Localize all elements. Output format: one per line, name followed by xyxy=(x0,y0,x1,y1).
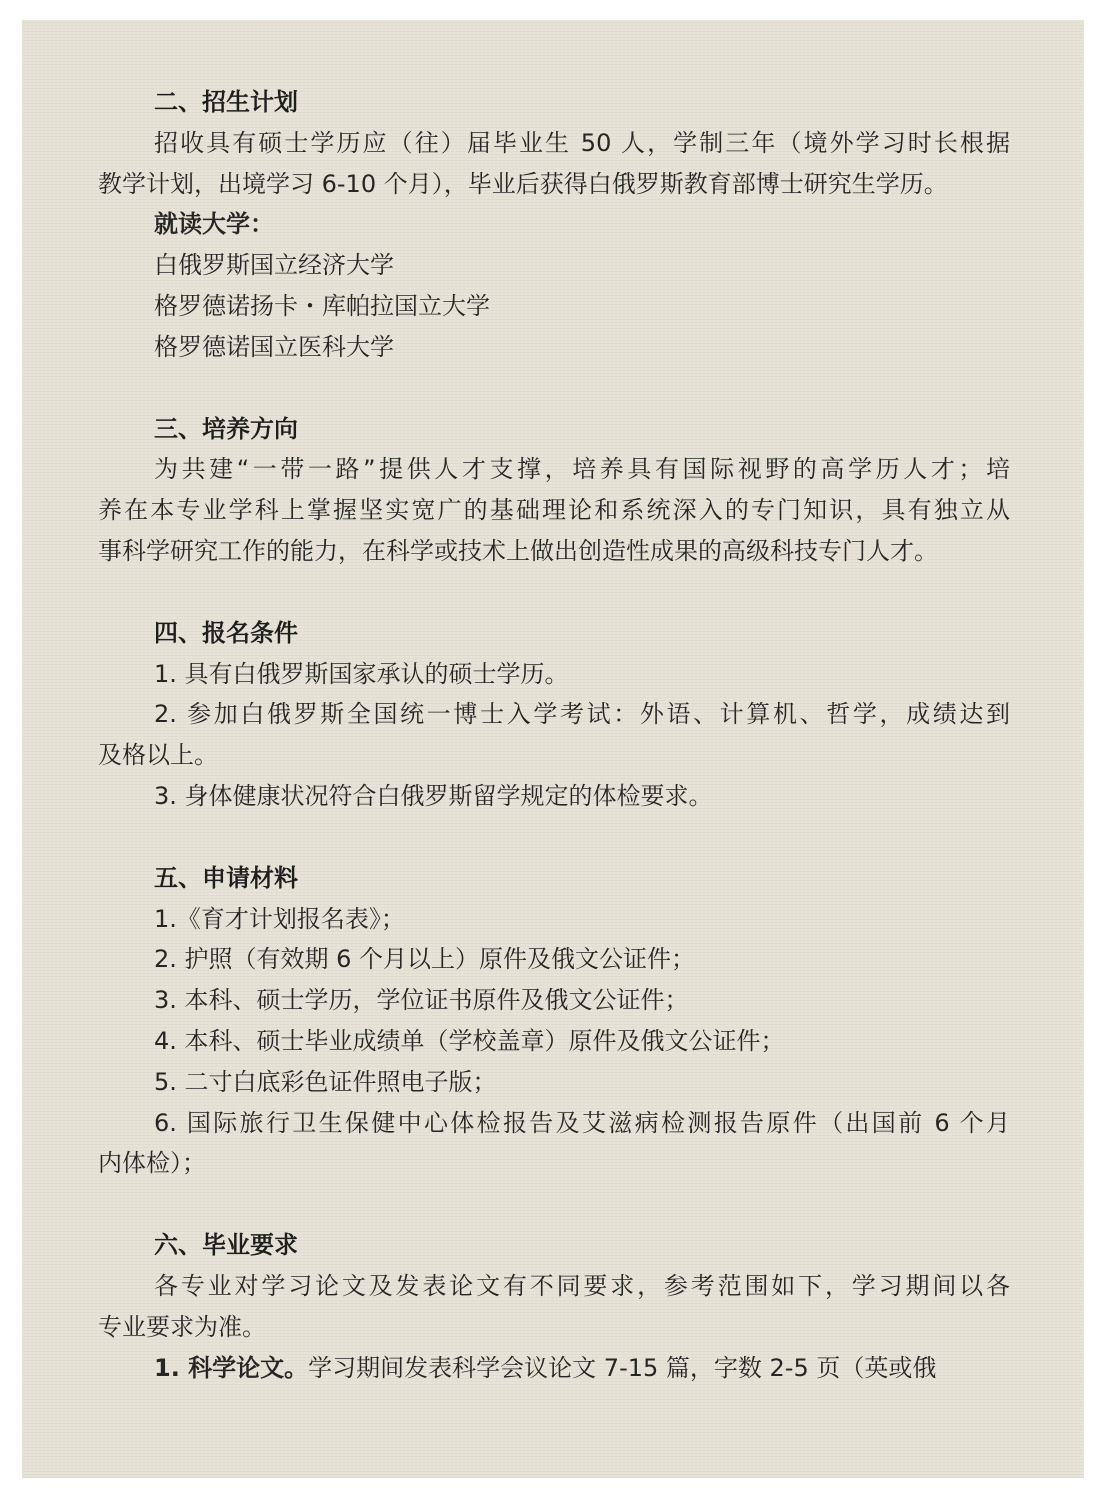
section-heading: 四、报名条件 xyxy=(154,618,298,647)
section-heading: 二、招生计划 xyxy=(154,88,298,116)
material-item: 5. 二寸白底彩色证件照电子版； xyxy=(154,1067,497,1096)
material-item: 1.《育才计划报名表》； xyxy=(154,904,405,933)
material-item-continuation: 内体检）； xyxy=(98,1149,206,1178)
university-item: 格罗德诺国立医科大学 xyxy=(154,332,394,361)
material-item: 4. 本科、硕士毕业成绩单（学校盖章）原件及俄文公证件； xyxy=(154,1026,785,1055)
section-heading: 五、申请材料 xyxy=(154,863,298,892)
condition-item: 3. 身体健康状况符合白俄罗斯留学规定的体检要求。 xyxy=(154,781,713,810)
section-application-materials xyxy=(98,858,1010,1184)
section-heading: 六、毕业要求 xyxy=(154,1231,298,1260)
university-item: 格罗德诺扬卡・库帕拉国立大学 xyxy=(154,291,490,320)
material-item: 2. 护照（有效期 6 个月以上）原件及俄文公证件； xyxy=(154,945,696,974)
requirement-item xyxy=(98,1348,1010,1389)
university-item: 白俄罗斯国立经济大学 xyxy=(154,251,394,280)
condition-item: 1. 具有白俄罗斯国家承认的硕士学历。 xyxy=(154,659,569,688)
section-application-conditions xyxy=(98,613,1010,817)
paragraph-line: 为共建“一带一路”提供人才支撑，培养具有国际视野的高学历人才；培 xyxy=(154,455,1010,484)
page-sheet xyxy=(22,20,1084,1478)
condition-item: 2. 参加白俄罗斯全国统一博士入学考试：外语、计算机、哲学，成绩达到 xyxy=(154,700,1010,729)
paragraph-line: 专业要求为准。 xyxy=(98,1312,266,1341)
subheading-universities: 就读大学： xyxy=(154,210,274,239)
material-item: 6. 国际旅行卫生保健中心体检报告及艾滋病检测报告原件（出国前 6 个月 xyxy=(154,1108,1010,1137)
section-training-direction xyxy=(98,409,1010,572)
section-heading: 三、培养方向 xyxy=(154,414,298,443)
paragraph-line: 各专业对学习论文及发表论文有不同要求，参考范围如下，学习期间以各 xyxy=(154,1271,1010,1300)
material-item: 3. 本科、硕士学历，学位证书原件及俄文公证件； xyxy=(154,986,689,1015)
section-enrollment-plan xyxy=(98,82,1010,368)
paragraph-line: 养在本专业学科上掌握坚实宽广的基础理论和系统深入的专门知识，具有独立从 xyxy=(98,496,1010,525)
requirement-item-text: 学习期间发表科学会议论文 7-15 篇，字数 2-5 页（英或俄 xyxy=(308,1353,937,1382)
paragraph-line: 教学计划，出境学习 6-10 个月），毕业后获得白俄罗斯教育部博士研究生学历。 xyxy=(98,169,948,198)
requirement-item-label: 1. 科学论文。 xyxy=(154,1353,309,1382)
paragraph-line: 招收具有硕士学历应（往）届毕业生 50 人，学制三年（境外学习时长根据 xyxy=(154,128,1010,157)
paragraph-line: 事科学研究工作的能力，在科学或技术上做出创造性成果的高级科技专门人才。 xyxy=(98,536,938,565)
document-body xyxy=(98,82,1010,1429)
section-graduation-requirements xyxy=(98,1225,1010,1388)
condition-item-continuation: 及格以上。 xyxy=(98,741,218,770)
